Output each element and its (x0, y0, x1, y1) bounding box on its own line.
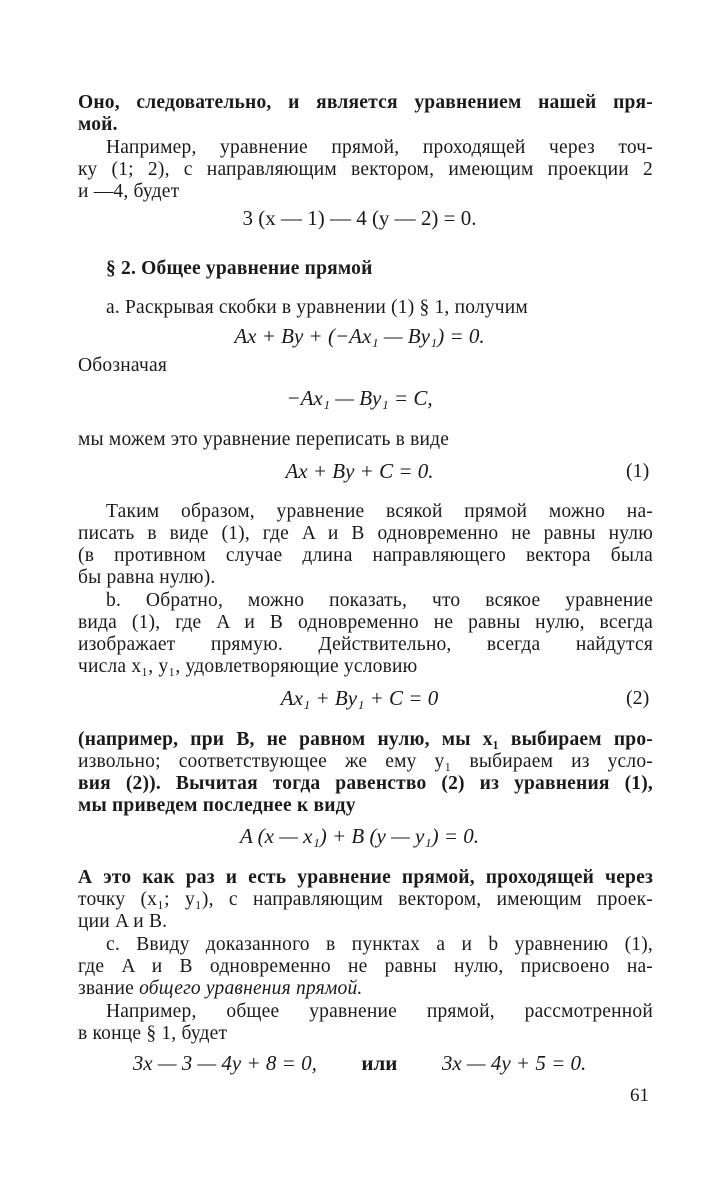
conclusion-a-line-2: писать в виде (1), где A и B одновременно не равны нулю (78, 523, 653, 544)
equation-expanded (0, 323, 719, 349)
part-c-line-2: где A и B одновременно не равны нулю, присвоено на- (78, 956, 653, 977)
part-b-line-2: вида (1), где A и B одновременно не равны нулю, всегда (78, 612, 653, 633)
part-b-line-4: числа x₁, y₁, удовлетворяющие условию (78, 656, 418, 677)
equation-example-1: 3 (x — 1) — 4 (y — 2) = 0. (242, 206, 477, 230)
example-2-line-2: в конце § 1, будет (78, 1023, 228, 1044)
part-b-line-1: b. Обратно, можно показать, что всякое уравнение (106, 590, 653, 611)
equation-point (0, 823, 719, 849)
equation-condition (0, 685, 719, 711)
example-1-line-2: ку (1; 2), с направляющим вектором, имеющим проекции 2 (78, 159, 653, 180)
equation-c-text: −Ax₁ — By₁ = C, (286, 386, 433, 410)
equation-general-text: Ax + By + C = 0. (285, 459, 434, 483)
part-b2-line-3: вия (2)). Вычитая тогда равенство (2) из уравнения (1), (78, 773, 653, 794)
part-b3-line-3: ции A и B. (78, 911, 168, 932)
denoting-text: Обозначая (78, 355, 167, 376)
equation-general (0, 458, 719, 484)
part-c-line-3 (78, 978, 653, 1000)
equation-expanded-text: Ax + By + (−Ax₁ — By₁) = 0. (234, 324, 485, 348)
rewrite-text: мы можем это уравнение переписать в виде (78, 429, 450, 450)
part-c-line-3-prefix: звание (78, 978, 140, 999)
equation-final-left: 3x — 3 — 4y + 8 = 0, (132, 1051, 317, 1075)
equation-final-or: или (361, 1051, 398, 1075)
conclusion-a-line-3: (в противном случае длина направляющего вектора была (78, 545, 653, 566)
part-c-line-1: c. Ввиду доказанного в пунктах a и b уравнению (1), (106, 934, 653, 955)
example-2-line-1: Например, общее уравнение прямой, рассмотренной (106, 1001, 653, 1022)
part-b-line-3: изображает прямую. Действительно, всегда найдутся (78, 634, 653, 655)
defined-term: общего уравнения прямой. (139, 978, 363, 999)
equation-final-right: 3x — 4y + 5 = 0. (441, 1051, 587, 1075)
part-b2-line-4: мы приведем последнее к виду (78, 795, 356, 816)
part-b3-line-2: точку (x₁; y₁), с направляющим вектором, имеющим проек- (78, 889, 653, 910)
part-b3-line-1: А это как раз и есть уравнение прямой, проходящей через (78, 867, 653, 888)
part-a-line-1: a. Раскрывая скобки в уравнении (1) § 1, получим (106, 297, 528, 318)
conclusion-a-line-1: Таким образом, уравнение всякой прямой можно на- (106, 501, 653, 522)
page-number: 61 (630, 1085, 649, 1106)
equation-point-text: A (x — x₁) + B (y — y₁) = 0. (239, 824, 480, 848)
equation-condition-text: Ax₁ + By₁ + C = 0 (280, 686, 439, 710)
example-1-line-3: и —4, будет (78, 181, 180, 202)
equation-condition-number: (2) (626, 687, 650, 709)
equation-general-number: (1) (626, 460, 650, 482)
example-1-line-1: Например, уравнение прямой, проходящей через точ- (106, 137, 653, 158)
paragraph-1-line-2: мой. (78, 114, 118, 135)
equation-final (0, 1050, 719, 1076)
section-heading: § 2. Общее уравнение прямой (106, 258, 373, 279)
paragraph-1-line-1: Оно, следовательно, и является уравнением нашей пря- (78, 92, 653, 113)
part-b2-line-2: извольно; соответствующее же ему y₁ выбираем из усло- (78, 751, 653, 772)
equation-c (0, 385, 719, 411)
part-b2-line-1: (например, при B, не равном нулю, мы x₁ выбираем про- (78, 729, 653, 750)
conclusion-a-line-4: бы равна нулю). (78, 567, 216, 588)
